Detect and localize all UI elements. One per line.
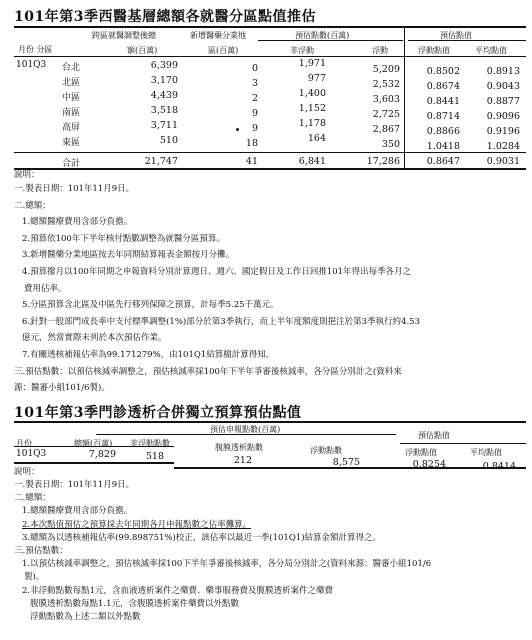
table2-bottom-rule-right: [174, 467, 526, 469]
table1-cell-budget: 3,711: [150, 120, 178, 131]
table1-total-nonfloat: 6,841: [298, 156, 326, 167]
table2-bottom-rule-left: [14, 462, 174, 464]
note-line: 二.總額：: [14, 493, 51, 504]
note-line: 一.製表日期：101年11月9日。: [14, 480, 135, 490]
table1-cell-area: 南區: [62, 108, 81, 118]
table2-header-fval: 浮動點值: [405, 448, 437, 457]
table2-header-aval: 平均點值: [470, 448, 502, 457]
table1-cell-float: 350: [381, 139, 400, 150]
table1-cell-nonfloat: 164: [307, 133, 326, 144]
table1-header-est-value: 預估點值: [440, 31, 472, 40]
table1-cell-area: 中區: [62, 93, 81, 103]
table2-header-est-value: 預估點值: [418, 431, 450, 440]
table1-total-float: 17,286: [366, 156, 400, 167]
note-line: 3.總額為以透核補報佔率(99.898751%)校正，該佔率以最近一季(101Q1)結算金額計算得之。: [22, 532, 382, 543]
table1-cell-fval: 0.8441: [426, 96, 460, 107]
table1-cell-fval: 0.8866: [426, 126, 460, 137]
table1-cell-area: 東區: [62, 138, 81, 148]
table1-header-new-l1: 新增醫藥分業地: [190, 31, 246, 40]
table1-cell-budget: 3,518: [150, 105, 178, 116]
table1-cell-new: 9: [251, 123, 258, 134]
table1-cell-new: 3: [251, 78, 258, 89]
note-line: 5.分區預算含北區及中區先行移列保障之預算，計每季5.25千萬元。: [22, 300, 279, 311]
table1-cell-area: 北區: [62, 78, 81, 88]
doc1-notes-label: 說明：: [14, 170, 40, 180]
table1-total-aval: 0.9031: [486, 156, 520, 167]
table2-header-nonfloat: 非浮動點數: [130, 439, 170, 448]
note-line: 7.有關透核補報佔率為99.171279%，由101Q1結算檔計算得知。: [22, 350, 275, 360]
note-line: 二.總額：: [14, 200, 51, 211]
table1-cell-nonfloat: 1,971: [298, 58, 326, 69]
note-line: 億元，然當實際未列於本次預估作業。: [22, 333, 167, 344]
table1-points-rule: [258, 40, 403, 41]
table1-header-rule: [14, 56, 526, 57]
note-line: 1.總額醫療費用含部分負擔。: [22, 217, 133, 228]
table1-cell-area: 高屏: [62, 123, 81, 133]
table1-cell-aval: 0.9196: [486, 126, 520, 137]
table1-header-aval: 平均點值: [475, 46, 507, 55]
table2-nonfloat: 518: [145, 451, 164, 462]
table2-value-rule: [400, 443, 526, 444]
note-line: 腹膜透析點數每點1.1元，含腹膜透析案件藥費以外點數: [30, 598, 240, 609]
doc2-notes-label: 說明：: [14, 467, 40, 477]
note-line: 4.預算撥月以100年同期之申報資料分別計算週日、週六、國定假日及工作日回推101年得出每季各月之: [22, 267, 412, 277]
table1-cell-aval: 0.8913: [486, 66, 520, 77]
doc2-title: 101年第3季門診透析合併獨立預算預估點值: [14, 405, 302, 421]
table2-header-month: 月份: [16, 439, 32, 448]
table1-cell-fval: 1.0418: [426, 141, 460, 152]
table1-cell-new: 9: [251, 108, 258, 119]
table1-cell-float: 3,603: [372, 94, 400, 105]
note-line: 三.預估點數：: [14, 546, 68, 556]
table1-cell-new: 2: [251, 93, 258, 104]
table1-cell-aval: 0.9096: [486, 111, 520, 122]
table2-float: 8,575: [332, 457, 360, 468]
table1-cell-fval: 0.8502: [426, 66, 460, 77]
table2-header-pd: 腹膜透析點數: [215, 443, 263, 452]
table1-header-budget-l2: 額(百萬): [127, 46, 158, 55]
table2-quarter: 101Q3: [16, 449, 47, 459]
table1-total-rule: [14, 152, 526, 153]
stray-dot: [236, 128, 239, 131]
table1-cell-new: 18: [245, 138, 258, 149]
table1-bottom-rule: [14, 168, 526, 170]
table1-cell-nonfloat: 1,178: [298, 118, 326, 129]
table2-pd: 212: [233, 455, 252, 466]
table2-header-float: 浮動點數: [310, 446, 342, 455]
table1-header-new-l2: 區(百萬): [208, 46, 239, 55]
table1-value-rule: [408, 40, 526, 41]
table1-cell-budget: 510: [159, 135, 178, 146]
table1-cell-float: 2,532: [372, 79, 400, 90]
table1-header-nonfloat: 非浮動: [290, 46, 314, 55]
note-line: 2.本次點值預估之預算採去年同期各月申報點數之佔率攤算。: [22, 519, 252, 530]
table1-cell-aval: 0.9043: [486, 81, 520, 92]
table1-total-new: 41: [245, 156, 258, 167]
table1-cell-budget: 6,399: [150, 60, 178, 71]
note-line: 2.預算依100年下半年核付點數調整為就醫分區預算。: [22, 233, 225, 244]
note-line: 源：醫審小組101/6製)。: [14, 383, 110, 394]
note-line: 三.預估點數：以預估核減率調整之，預估核減率採100年下半年爭審後核減率，各分區分別計之(資料來: [14, 366, 402, 377]
table1-header-budget-l1: 跨區就醫調整後總: [92, 31, 156, 40]
table1-top-rule: [14, 26, 526, 28]
table1-cell-area: 台北: [62, 63, 81, 73]
table1-header-month-area: 月份 分區: [18, 45, 53, 54]
table1-cell-fval: 0.8674: [426, 81, 460, 92]
table1-cell-fval: 0.8714: [426, 111, 460, 122]
table2-header-est-points: 預估申報點數(百萬): [210, 425, 281, 434]
note-line: 1.以預估核減率調整之，預估核減率採100下半年爭審後核減率，各分局分別計之(資料來源：醫審小組101/6: [22, 559, 432, 570]
table1-cell-nonfloat: 977: [307, 73, 326, 84]
table2-header-budget: 總額(百萬): [74, 439, 113, 448]
table1-cell-float: 2,867: [372, 124, 400, 135]
table1-cell-budget: 3,170: [150, 75, 178, 86]
table1-header-fval: 浮動點值: [418, 46, 450, 55]
doc1-title: 101年第3季西醫基層總額各就醫分區點值推估: [14, 9, 316, 25]
table1-total-label: 合計: [62, 159, 81, 169]
table1-total-fval: 0.8647: [426, 156, 460, 167]
table1-cell-budget: 4,439: [150, 90, 178, 101]
table2-top-rule: [14, 421, 526, 423]
table2-budget: 7,829: [88, 449, 116, 460]
table2-points-rule: [96, 434, 396, 435]
note-line: 3.新增醫藥分業地區按去年同期結算報表金額按月分攤。: [22, 250, 235, 261]
note-line: 一.製表日期：101年11月9日。: [14, 184, 135, 194]
table2-header-rule-left: [14, 446, 174, 447]
note-line: 製)。: [24, 572, 45, 583]
table1-quarter: 101Q3: [16, 60, 47, 70]
note-line: 1.總額醫療費用含部分負擔。: [22, 506, 133, 517]
table2-aval: 0.8414: [482, 461, 516, 472]
note-line: 2.非浮動點數每點1元，含血液透析案件之藥費、藥事服務費及腹膜透析案件之藥費: [22, 585, 334, 596]
note-line: 浮動點數為上述二類以外點數: [30, 612, 141, 622]
table1-cell-nonfloat: 1,152: [298, 103, 326, 114]
table1-cell-aval: 0.8877: [486, 96, 520, 107]
table1-cell-aval: 1.0284: [486, 141, 520, 152]
note-line: 費用佔率。: [24, 283, 67, 294]
table1-col-separator: [404, 26, 405, 168]
table1-header-float: 浮動: [372, 46, 388, 55]
table2-fval: 0.8254: [412, 459, 446, 470]
table1-total-budget: 21,747: [144, 156, 178, 167]
table1-cell-new: 0: [251, 63, 258, 74]
table1-cell-nonfloat: 1,400: [298, 88, 326, 99]
note-line: 6.針對一般部門成長率中支付標準調整(1%)部分於第3季執行，而上半年度額度則挹注於第3季執行約4.53: [22, 316, 420, 327]
table1-header-est-points: 預估點數(百萬): [295, 31, 350, 40]
table1-cell-float: 2,725: [372, 109, 400, 120]
table1-cell-float: 5,209: [372, 64, 400, 75]
